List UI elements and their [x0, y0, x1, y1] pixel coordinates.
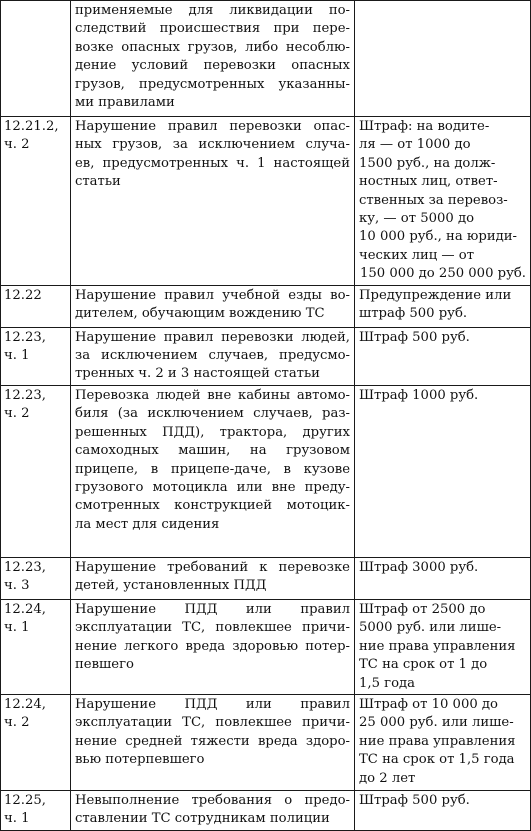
article-cell — [1, 385, 71, 557]
article-cell — [1, 1, 71, 117]
article-line: ч. 1 — [4, 811, 30, 827]
table-row — [1, 285, 531, 327]
penalty-cell — [355, 385, 531, 557]
description-line: биля (за исключением случаев, раз- — [75, 406, 350, 422]
penalty-cell — [355, 117, 531, 286]
penalty-line: 1,5 года — [359, 675, 415, 691]
article-cell — [1, 557, 71, 599]
description-line: нение средней тяжести вреда здоро- — [75, 733, 350, 749]
description-line: дение условий перевозки опасных — [75, 58, 350, 74]
description-line: возке опасных грузов, либо несоблю- — [75, 39, 350, 55]
description-line: статьи — [75, 174, 121, 190]
description-line: певшего — [75, 657, 134, 673]
penalty-cell — [355, 790, 531, 830]
description-line: вью потерпевшего — [75, 752, 205, 768]
table-row — [1, 694, 531, 790]
article-cell — [1, 694, 71, 790]
description-line: эксплуатации ТС, повлекшее причи- — [75, 620, 350, 636]
penalty-line: до 2 лет — [359, 770, 416, 786]
penalty-line: ТС на срок от 1,5 года — [359, 752, 515, 768]
description-line: ла мест для сидения — [75, 516, 220, 532]
penalty-line: 10 000 руб., на юриди- — [359, 229, 517, 245]
penalty-line: ние права управления — [359, 733, 516, 749]
table-row — [1, 117, 531, 286]
penalty-line: Штраф 1000 руб. — [359, 387, 479, 403]
article-line: ч. 2 — [4, 406, 30, 422]
penalty-cell — [355, 1, 531, 117]
description-cell — [71, 1, 355, 117]
description-line: ставлении ТС сотрудникам полиции — [75, 811, 330, 827]
article-cell — [1, 790, 71, 830]
description-cell — [71, 790, 355, 830]
penalty-line: Штраф от 2500 до — [359, 601, 486, 617]
article-line: 12.21.2, — [4, 119, 59, 134]
article-line: ч. 1 — [4, 348, 30, 364]
penalty-cell — [355, 327, 531, 385]
penalty-line: ческих лиц — от — [359, 247, 475, 263]
article-line: 12.24, — [4, 601, 46, 617]
article-line: ч. 1 — [4, 620, 30, 636]
article-line: ч. 3 — [4, 578, 30, 594]
article-cell — [1, 327, 71, 385]
penalty-line: ние права управления — [359, 638, 516, 654]
article-line: 12.23, — [4, 559, 46, 575]
table-row — [1, 790, 531, 830]
description-line: ных грузов, за исключением случа- — [75, 137, 350, 153]
description-line: следствий происшествия при пере- — [75, 21, 350, 37]
description-cell — [71, 285, 355, 327]
article-line: 12.24, — [4, 696, 46, 712]
description-line: Нарушение правил перевозки опас- — [75, 119, 350, 134]
penalty-line: Штраф 500 руб. — [359, 792, 470, 808]
description-line: грузового мотоцикла или вне преду- — [75, 479, 350, 495]
article-line: 12.22 — [4, 287, 42, 303]
description-line: Перевозка людей вне кабины автомо- — [75, 387, 350, 403]
description-line: ми правилами — [75, 95, 175, 111]
penalty-line: 25 000 руб. или лише- — [359, 715, 514, 731]
penalty-line: Штраф 500 руб. — [359, 329, 470, 345]
description-line: эксплуатации ТС, повлекшее причи- — [75, 715, 350, 731]
description-line: Нарушение требований к перевозке — [75, 559, 350, 575]
description-line: применяемые для ликвидации по- — [75, 3, 350, 18]
penalty-line: Предупреждение или — [359, 287, 512, 303]
description-line: ев, предусмотренных ч. 1 настоящей — [75, 155, 350, 171]
description-cell — [71, 327, 355, 385]
penalty-cell — [355, 599, 531, 694]
article-cell — [1, 285, 71, 327]
description-line: Нарушение правил перевозки людей, — [75, 329, 350, 345]
table-row — [1, 557, 531, 599]
penalty-line: 150 000 до 250 000 руб. — [359, 266, 526, 282]
penalty-line: ля — от 1000 до — [359, 137, 471, 153]
table-row — [1, 1, 531, 117]
penalty-line: Штраф: на водите- — [359, 119, 490, 134]
article-line: 12.25, — [4, 792, 46, 808]
description-line: решенных ПДД), трактора, других — [75, 424, 350, 440]
description-line: за исключением случаев, предусмо- — [75, 348, 350, 364]
penalty-line: 5000 руб. или лише- — [359, 620, 502, 636]
description-cell — [71, 599, 355, 694]
article-line: ч. 2 — [4, 715, 30, 731]
penalty-cell — [355, 694, 531, 790]
article-line: 12.23, — [4, 387, 46, 403]
table-row — [1, 327, 531, 385]
penalty-line: Штраф от 10 000 до — [359, 696, 498, 712]
table-row — [1, 599, 531, 694]
description-line: Невыполнение требования о предо- — [75, 792, 350, 808]
description-cell — [71, 694, 355, 790]
table-row — [1, 385, 531, 557]
penalty-line: ку, — от 5000 до — [359, 211, 475, 227]
penalty-line: Штраф 3000 руб. — [359, 559, 479, 575]
description-line: Нарушение ПДД или правил — [75, 696, 350, 712]
description-cell — [71, 117, 355, 286]
article-line: 12.23, — [4, 329, 46, 345]
table-body — [1, 1, 531, 831]
penalty-line: ТС на срок от 1 до — [359, 657, 488, 673]
description-line: прицепе, в прицепе-даче, в кузове — [75, 461, 350, 477]
article-line: ч. 2 — [4, 137, 30, 153]
description-line: самоходных машин, на грузовом — [75, 443, 350, 459]
penalty-line: ностных лиц, ответ- — [359, 174, 498, 190]
penalty-line: ственных за перевоз- — [359, 192, 508, 208]
article-cell — [1, 117, 71, 286]
description-line: дителем, обучающим вождению ТС — [75, 306, 325, 322]
description-cell — [71, 385, 355, 557]
penalty-line: 1500 руб., на долж- — [359, 155, 496, 171]
description-line: тренных ч. 2 и 3 настоящей статьи — [75, 366, 320, 382]
article-cell — [1, 599, 71, 694]
description-line: Нарушение ПДД или правил — [75, 601, 350, 617]
penalty-line: штраф 500 руб. — [359, 306, 468, 322]
description-line: детей, установленных ПДД — [75, 578, 267, 594]
description-line: грузов, предусмотренных указанны- — [75, 76, 350, 92]
penalty-cell — [355, 557, 531, 599]
description-line: смотренных конструкцией мотоцик- — [75, 498, 350, 514]
penalty-cell — [355, 285, 531, 327]
description-line: Нарушение правил учебной езды во- — [75, 287, 350, 303]
description-cell — [71, 557, 355, 599]
description-line: нение легкого вреда здоровью потер- — [75, 638, 350, 654]
